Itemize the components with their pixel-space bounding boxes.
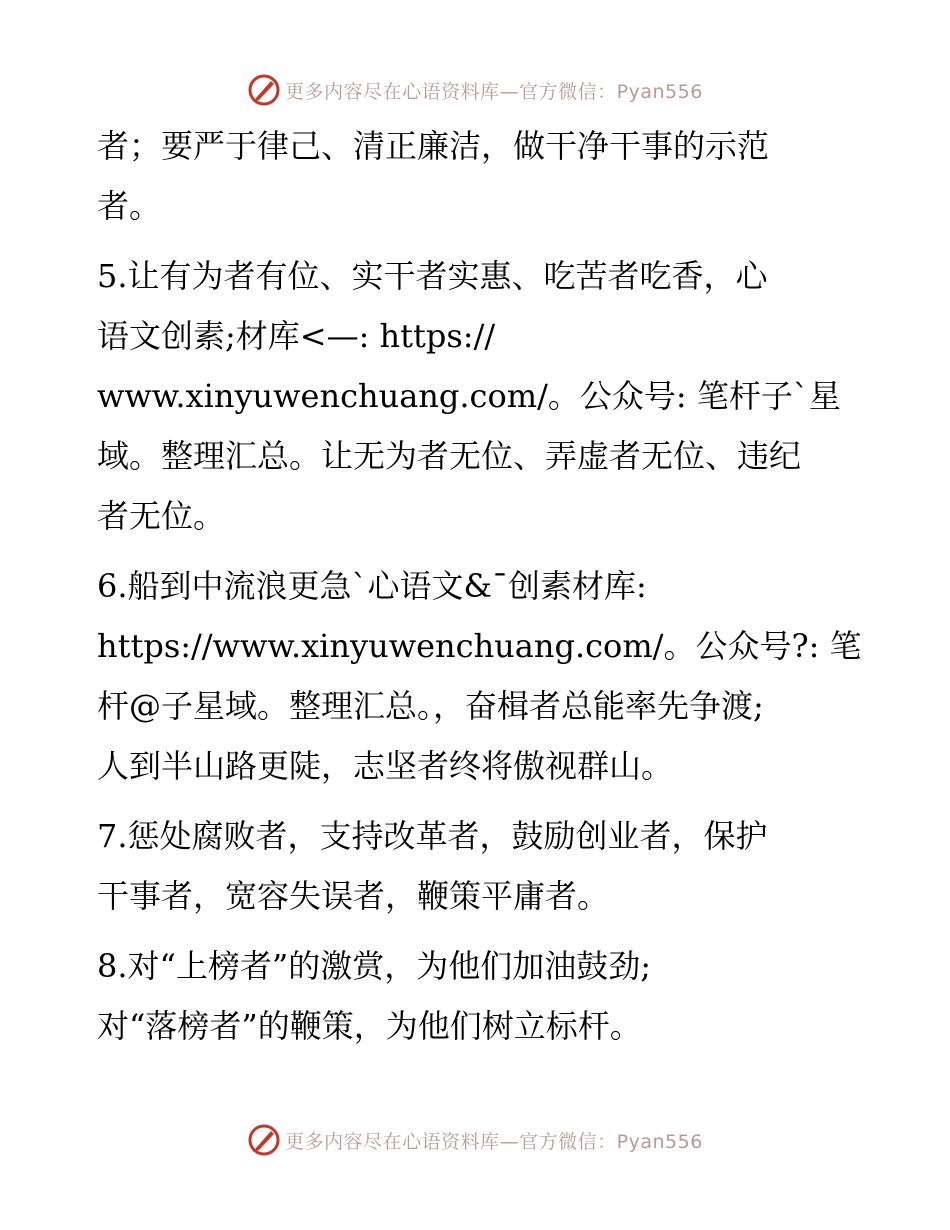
text-line: 域。整理汇总。让无为者无位、弄虚者无位、违纪 (97, 437, 802, 475)
text-line: 者无位。 (97, 497, 226, 535)
text-line: 者；要严于律己、清正廉洁，做干净干事的示范 (97, 127, 770, 165)
text-line: 语文创素;材库<—: https:// (97, 317, 496, 355)
paragraph-item-6 (97, 556, 862, 796)
text-line: www.xinyuwenchuang.com/。公众号: 笔杆子`星 (97, 377, 841, 415)
paragraph-item-7 (97, 806, 857, 926)
text-line: 5.让有为者有位、实干者实惠、吃苦者吃香，心 (97, 257, 768, 295)
footer-banner (0, 1120, 950, 1160)
quill-pen-logo-icon (247, 73, 281, 107)
text-line: https://www.xinyuwenchuang.com/。公众号?: 笔 (97, 627, 862, 665)
header-banner (0, 70, 950, 110)
paragraph-item-8 (97, 936, 857, 1056)
paragraph-item-5 (97, 246, 857, 546)
text-line: 对“落榜者”的鞭策，为他们树立标杆。 (97, 1007, 642, 1045)
text-line: 6.船到中流浪更急`心语文&¯创素材库: (97, 567, 647, 605)
text-line: 8.对“上榜者”的激赏，为他们加油鼓劲; (97, 947, 652, 985)
text-line: 干事者，宽容失误者，鞭策平庸者。 (97, 877, 610, 915)
text-line: 7.惩处腐败者，支持改革者，鼓励创业者，保护 (97, 817, 768, 855)
footer-banner-text: 更多内容尽在心语资料库—官方微信：Pyan556 (285, 1130, 703, 1153)
quill-pen-logo-icon (247, 1123, 281, 1157)
paragraph-continuation (97, 116, 857, 236)
text-line: 者。 (97, 187, 162, 225)
document-body (97, 116, 862, 1056)
header-banner-text: 更多内容尽在心语资料库—官方微信：Pyan556 (285, 80, 703, 103)
text-line: 人到半山路更陡，志坚者终将傲视群山。 (97, 747, 674, 785)
text-line: 杆@子星域。整理汇总。，奋楫者总能率先争渡; (97, 687, 764, 725)
